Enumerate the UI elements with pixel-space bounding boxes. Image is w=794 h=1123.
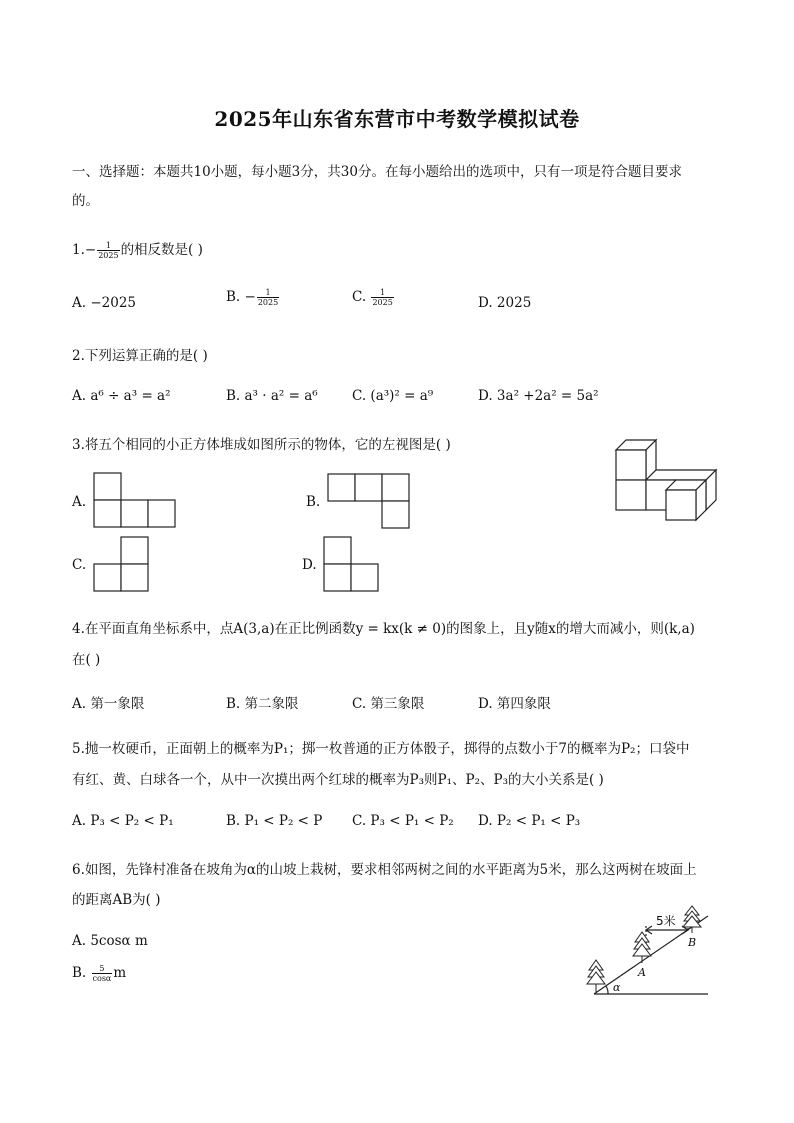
- question-4-stem-line-1: 4.在平面直角坐标系中，点A(3,a)在正比例函数y = kx(k ≠ 0)的图象上，且y随x的增大而减小，则(k,a): [72, 621, 695, 637]
- question-1-number: 1.: [72, 242, 85, 258]
- angle-alpha-label: α: [613, 981, 621, 994]
- alpha-arc: [606, 986, 608, 994]
- option-b-suffix: m: [113, 965, 127, 981]
- distance-label: 5米: [656, 914, 676, 928]
- question-1-option-d: D. 2025: [478, 295, 532, 311]
- option-b-fraction: [257, 288, 279, 307]
- option-b-prefix: B.: [72, 965, 91, 981]
- question-1-option-b: [226, 288, 280, 307]
- slope-line: [594, 916, 708, 994]
- option-c-prefix: C.: [352, 289, 371, 305]
- fraction-numerator: 1: [371, 288, 393, 298]
- question-5-option-d: D. P₂ < P₁ < P₃: [478, 813, 581, 829]
- fraction-denominator: cosα: [92, 974, 112, 983]
- question-3-option-b-figure: [327, 473, 411, 529]
- cube-front-face: [666, 490, 696, 520]
- question-3-option-d-figure: [323, 536, 381, 592]
- cube-front-face: [616, 480, 646, 510]
- question-5-option-b: B. P₁ < P₂ < P: [226, 813, 323, 829]
- question-2-stem: 2.下列运算正确的是( ): [72, 348, 208, 364]
- fraction-numerator: 5: [92, 964, 113, 974]
- point-a-label: A: [638, 966, 646, 979]
- question-4-stem-line-2: 在( ): [72, 652, 101, 668]
- question-3-option-d-label: D.: [302, 557, 317, 573]
- question-2-option-c: C. (a³)² = a⁹: [352, 388, 434, 404]
- cube-top-face: [646, 470, 716, 480]
- section-heading-line-2: 的。: [72, 193, 99, 209]
- question-1-text: 的相反数是( ): [120, 242, 203, 258]
- question-3-option-a-figure: [93, 472, 177, 528]
- question-6-slope-figure: [582, 900, 712, 1000]
- question-1-neg-sign: −: [84, 242, 97, 258]
- question-2-option-d: D. 3a² +2a² = 5a²: [478, 388, 599, 404]
- fraction-denominator: 2025: [98, 251, 119, 260]
- tree-icon: [587, 960, 605, 992]
- question-3-stem: 3.将五个相同的小正方体堆成如图所示的物体，它的左视图是( ): [72, 437, 451, 453]
- question-6-option-a: A. 5cosα m: [72, 933, 148, 949]
- question-4-option-a: A. 第一象限: [72, 696, 145, 712]
- question-4-option-b: B. 第二象限: [226, 696, 299, 712]
- question-3-option-a-label: A.: [72, 494, 87, 510]
- section-heading-line-1: 一、选择题：本题共10小题，每小题3分，共30分。在每小题给出的选项中，只有一项是符合题目要求: [72, 164, 682, 180]
- question-4-option-d: D. 第四象限: [478, 696, 551, 712]
- question-4-option-c: C. 第三象限: [352, 696, 425, 712]
- question-3-option-c-figure: [93, 536, 151, 592]
- option-b-fraction: [92, 964, 113, 983]
- question-5-stem-line-1: 5.抛一枚硬币，正面朝上的概率为P₁；掷一枚普通的正方体骰子，掷得的点数小于7的概率为P₂；口袋中: [72, 741, 690, 757]
- question-5-stem-line-2: 有红、黄、白球各一个，从中一次摸出两个红球的概率为P₃则P₁、P₂、P₃的大小关系是( ): [72, 772, 604, 788]
- question-1-option-a: A. −2025: [72, 295, 136, 311]
- option-b-prefix: B. −: [226, 289, 256, 305]
- question-3-cube-stack-figure: [612, 436, 722, 522]
- page-title: 2025年山东省东营市中考数学模拟试卷: [214, 107, 580, 131]
- question-2-option-a: A. a⁶ ÷ a³ = a²: [72, 388, 171, 404]
- question-2-option-b: B. a³ · a² = a⁶: [226, 388, 318, 404]
- question-6-stem-line-2: 的距离AB为( ): [72, 892, 161, 908]
- question-5-option-a: A. P₃ < P₂ < P₁: [72, 813, 174, 829]
- question-3-option-c-label: C.: [72, 557, 87, 573]
- question-1-option-c: [352, 288, 395, 307]
- cube-front-face: [616, 450, 646, 480]
- option-c-fraction: [371, 288, 393, 307]
- fraction-numerator: 1: [257, 288, 279, 298]
- fraction-denominator: 2025: [372, 298, 393, 307]
- question-1-fraction: [97, 241, 119, 260]
- fraction-numerator: 1: [97, 241, 119, 251]
- question-6-option-b: [72, 964, 126, 983]
- tree-icon: [633, 932, 651, 963]
- fraction-denominator: 2025: [257, 298, 279, 307]
- question-6-stem-line-1: 6.如图，先锋村准备在坡角为α的山坡上栽树，要求相邻两树之间的水平距离为5米，那么这两树在坡面上: [72, 862, 697, 878]
- question-1-stem: [72, 238, 203, 260]
- point-b-label: B: [688, 936, 697, 949]
- question-3-option-b-label: B.: [306, 494, 321, 510]
- question-5-option-c: C. P₃ < P₁ < P₂: [352, 813, 454, 829]
